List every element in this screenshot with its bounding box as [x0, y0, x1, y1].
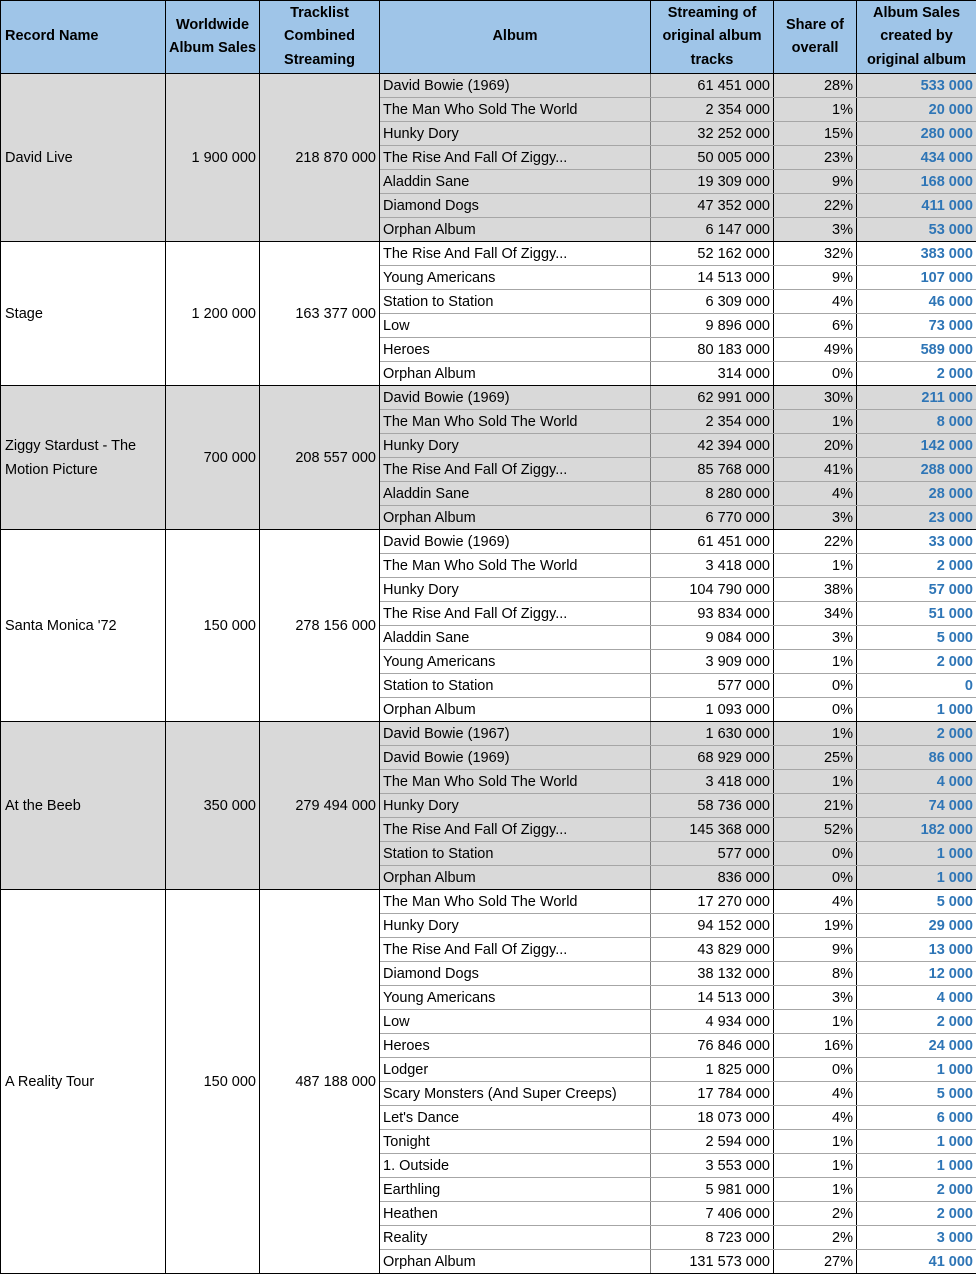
share-cell: 4% [774, 1082, 857, 1106]
record-name-cell: Stage [1, 242, 166, 386]
album-cell: Orphan Album [380, 362, 651, 386]
album-sales-cell: 280 000 [857, 122, 976, 146]
album-streaming-cell: 19 309 000 [651, 170, 774, 194]
album-streaming-cell: 2 354 000 [651, 410, 774, 434]
album-sales-cell: 73 000 [857, 314, 976, 338]
album-cell: The Rise And Fall Of Ziggy... [380, 602, 651, 626]
album-sales-cell: 168 000 [857, 170, 976, 194]
album-sales-cell: 2 000 [857, 650, 976, 674]
album-streaming-cell: 1 093 000 [651, 698, 774, 722]
tracklist-streaming-cell: 218 870 000 [260, 74, 380, 242]
share-cell: 1% [774, 1178, 857, 1202]
album-streaming-cell: 9 084 000 [651, 626, 774, 650]
album-cell: The Rise And Fall Of Ziggy... [380, 938, 651, 962]
share-cell: 0% [774, 674, 857, 698]
album-sales-cell: 5 000 [857, 1082, 976, 1106]
album-streaming-cell: 76 846 000 [651, 1034, 774, 1058]
album-cell: Earthling [380, 1178, 651, 1202]
table-row [1, 722, 976, 746]
share-cell: 1% [774, 722, 857, 746]
album-streaming-cell: 14 513 000 [651, 266, 774, 290]
album-cell: Station to Station [380, 674, 651, 698]
album-sales-cell: 23 000 [857, 506, 976, 530]
header-album-sales: Album Sales created by original album [857, 1, 976, 74]
album-streaming-cell: 6 147 000 [651, 218, 774, 242]
album-streaming-cell: 577 000 [651, 842, 774, 866]
header-record-name: Record Name [1, 1, 166, 74]
album-cell: 1. Outside [380, 1154, 651, 1178]
album-sales-cell: 142 000 [857, 434, 976, 458]
share-cell: 0% [774, 698, 857, 722]
album-cell: The Rise And Fall Of Ziggy... [380, 818, 651, 842]
share-cell: 8% [774, 962, 857, 986]
album-sales-cell: 1 000 [857, 1154, 976, 1178]
album-cell: Hunky Dory [380, 578, 651, 602]
album-cell: The Rise And Fall Of Ziggy... [380, 242, 651, 266]
album-streaming-cell: 8 723 000 [651, 1226, 774, 1250]
share-cell: 3% [774, 218, 857, 242]
album-streaming-cell: 145 368 000 [651, 818, 774, 842]
album-cell: Young Americans [380, 266, 651, 290]
album-cell: The Man Who Sold The World [380, 770, 651, 794]
album-cell: Hunky Dory [380, 794, 651, 818]
album-sales-cell: 288 000 [857, 458, 976, 482]
share-cell: 1% [774, 554, 857, 578]
share-cell: 3% [774, 626, 857, 650]
tracklist-streaming-cell: 163 377 000 [260, 242, 380, 386]
album-streaming-cell: 94 152 000 [651, 914, 774, 938]
share-cell: 2% [774, 1202, 857, 1226]
album-sales-cell: 434 000 [857, 146, 976, 170]
album-streaming-cell: 6 770 000 [651, 506, 774, 530]
album-cell: David Bowie (1967) [380, 722, 651, 746]
share-cell: 52% [774, 818, 857, 842]
tracklist-streaming-cell: 487 188 000 [260, 890, 380, 1274]
share-cell: 6% [774, 314, 857, 338]
album-sales-cell: 1 000 [857, 1130, 976, 1154]
album-sales-cell: 0 [857, 674, 976, 698]
album-sales-cell: 383 000 [857, 242, 976, 266]
share-cell: 22% [774, 194, 857, 218]
share-cell: 0% [774, 362, 857, 386]
album-streaming-cell: 32 252 000 [651, 122, 774, 146]
share-cell: 0% [774, 842, 857, 866]
album-cell: Aladdin Sane [380, 626, 651, 650]
album-sales-cell: 33 000 [857, 530, 976, 554]
share-cell: 49% [774, 338, 857, 362]
album-sales-cell: 53 000 [857, 218, 976, 242]
album-sales-cell: 1 000 [857, 842, 976, 866]
table-row [1, 242, 976, 266]
album-cell: The Man Who Sold The World [380, 410, 651, 434]
share-cell: 0% [774, 1058, 857, 1082]
album-streaming-cell: 6 309 000 [651, 290, 774, 314]
share-cell: 20% [774, 434, 857, 458]
share-cell: 1% [774, 1130, 857, 1154]
header-album: Album [380, 1, 651, 74]
album-sales-cell: 2 000 [857, 722, 976, 746]
share-cell: 3% [774, 506, 857, 530]
tracklist-streaming-cell: 278 156 000 [260, 530, 380, 722]
album-sales-cell: 2 000 [857, 1178, 976, 1202]
album-streaming-cell: 62 991 000 [651, 386, 774, 410]
album-sales-cell: 2 000 [857, 554, 976, 578]
worldwide-sales-cell: 350 000 [166, 722, 260, 890]
album-cell: The Rise And Fall Of Ziggy... [380, 458, 651, 482]
share-cell: 41% [774, 458, 857, 482]
share-cell: 22% [774, 530, 857, 554]
album-cell: Orphan Album [380, 698, 651, 722]
share-cell: 34% [774, 602, 857, 626]
album-streaming-cell: 93 834 000 [651, 602, 774, 626]
album-cell: Heroes [380, 1034, 651, 1058]
album-sales-cell: 4 000 [857, 986, 976, 1010]
share-cell: 4% [774, 1106, 857, 1130]
album-streaming-cell: 836 000 [651, 866, 774, 890]
share-cell: 1% [774, 98, 857, 122]
album-streaming-cell: 18 073 000 [651, 1106, 774, 1130]
table-row [1, 530, 976, 554]
album-sales-cell: 41 000 [857, 1250, 976, 1274]
album-cell: Orphan Album [380, 1250, 651, 1274]
album-sales-cell: 2 000 [857, 362, 976, 386]
album-streaming-cell: 5 981 000 [651, 1178, 774, 1202]
share-cell: 9% [774, 266, 857, 290]
album-sales-cell: 1 000 [857, 698, 976, 722]
record-group [1, 530, 976, 722]
album-sales-cell: 20 000 [857, 98, 976, 122]
album-cell: Station to Station [380, 842, 651, 866]
album-streaming-cell: 17 784 000 [651, 1082, 774, 1106]
album-streaming-cell: 1 825 000 [651, 1058, 774, 1082]
album-cell: David Bowie (1969) [380, 74, 651, 98]
share-cell: 3% [774, 986, 857, 1010]
worldwide-sales-cell: 150 000 [166, 530, 260, 722]
header-worldwide-sales: Worldwide Album Sales [166, 1, 260, 74]
album-sales-cell: 1 000 [857, 866, 976, 890]
album-cell: Heathen [380, 1202, 651, 1226]
album-cell: Station to Station [380, 290, 651, 314]
record-name-cell: Santa Monica '72 [1, 530, 166, 722]
worldwide-sales-cell: 1 200 000 [166, 242, 260, 386]
album-streaming-cell: 14 513 000 [651, 986, 774, 1010]
album-streaming-cell: 47 352 000 [651, 194, 774, 218]
album-streaming-cell: 43 829 000 [651, 938, 774, 962]
album-sales-cell: 2 000 [857, 1010, 976, 1034]
album-streaming-cell: 68 929 000 [651, 746, 774, 770]
album-sales-cell: 1 000 [857, 1058, 976, 1082]
header-share: Share of overall [774, 1, 857, 74]
table-header [1, 1, 976, 74]
record-group [1, 722, 976, 890]
album-cell: Diamond Dogs [380, 194, 651, 218]
album-streaming-cell: 314 000 [651, 362, 774, 386]
album-sales-cell: 12 000 [857, 962, 976, 986]
album-streaming-cell: 1 630 000 [651, 722, 774, 746]
album-streaming-cell: 80 183 000 [651, 338, 774, 362]
table-row [1, 890, 976, 914]
share-cell: 9% [774, 938, 857, 962]
share-cell: 21% [774, 794, 857, 818]
album-cell: Orphan Album [380, 866, 651, 890]
share-cell: 16% [774, 1034, 857, 1058]
album-sales-cell: 211 000 [857, 386, 976, 410]
album-cell: David Bowie (1969) [380, 386, 651, 410]
album-sales-cell: 24 000 [857, 1034, 976, 1058]
album-streaming-cell: 52 162 000 [651, 242, 774, 266]
table-row [1, 386, 976, 410]
album-cell: Young Americans [380, 650, 651, 674]
album-streaming-cell: 3 418 000 [651, 554, 774, 578]
header-album-streaming: Streaming of original album tracks [651, 1, 774, 74]
album-streaming-cell: 7 406 000 [651, 1202, 774, 1226]
record-name-cell: At the Beeb [1, 722, 166, 890]
share-cell: 2% [774, 1226, 857, 1250]
album-sales-cell: 2 000 [857, 1202, 976, 1226]
record-name-cell: David Live [1, 74, 166, 242]
album-streaming-cell: 50 005 000 [651, 146, 774, 170]
album-sales-cell: 533 000 [857, 74, 976, 98]
album-streaming-cell: 2 354 000 [651, 98, 774, 122]
share-cell: 0% [774, 866, 857, 890]
tracklist-streaming-cell: 208 557 000 [260, 386, 380, 530]
album-cell: David Bowie (1969) [380, 530, 651, 554]
share-cell: 4% [774, 482, 857, 506]
record-group [1, 890, 976, 1274]
header-tracklist-streaming: Tracklist Combined Streaming [260, 1, 380, 74]
share-cell: 1% [774, 1010, 857, 1034]
album-sales-cell: 13 000 [857, 938, 976, 962]
share-cell: 27% [774, 1250, 857, 1274]
worldwide-sales-cell: 150 000 [166, 890, 260, 1274]
share-cell: 1% [774, 770, 857, 794]
album-streaming-cell: 61 451 000 [651, 530, 774, 554]
album-streaming-cell: 131 573 000 [651, 1250, 774, 1274]
album-cell: Aladdin Sane [380, 170, 651, 194]
album-sales-cell: 28 000 [857, 482, 976, 506]
album-cell: Reality [380, 1226, 651, 1250]
album-sales-cell: 8 000 [857, 410, 976, 434]
album-cell: Lodger [380, 1058, 651, 1082]
album-sales-cell: 589 000 [857, 338, 976, 362]
album-cell: The Man Who Sold The World [380, 98, 651, 122]
share-cell: 1% [774, 650, 857, 674]
album-cell: Orphan Album [380, 506, 651, 530]
header-row [1, 1, 976, 74]
record-name-cell: Ziggy Stardust - The Motion Picture [1, 386, 166, 530]
album-streaming-cell: 4 934 000 [651, 1010, 774, 1034]
album-streaming-cell: 17 270 000 [651, 890, 774, 914]
album-streaming-cell: 61 451 000 [651, 74, 774, 98]
album-streaming-cell: 2 594 000 [651, 1130, 774, 1154]
album-streaming-cell: 104 790 000 [651, 578, 774, 602]
worldwide-sales-cell: 1 900 000 [166, 74, 260, 242]
share-cell: 23% [774, 146, 857, 170]
album-cell: Heroes [380, 338, 651, 362]
album-sales-cell: 6 000 [857, 1106, 976, 1130]
album-sales-cell: 5 000 [857, 890, 976, 914]
album-sales-cell: 182 000 [857, 818, 976, 842]
album-sales-cell: 86 000 [857, 746, 976, 770]
share-cell: 9% [774, 170, 857, 194]
album-streaming-cell: 8 280 000 [651, 482, 774, 506]
album-streaming-cell: 58 736 000 [651, 794, 774, 818]
album-cell: Diamond Dogs [380, 962, 651, 986]
album-cell: Hunky Dory [380, 434, 651, 458]
worldwide-sales-cell: 700 000 [166, 386, 260, 530]
record-group [1, 242, 976, 386]
album-streaming-cell: 9 896 000 [651, 314, 774, 338]
album-sales-cell: 107 000 [857, 266, 976, 290]
album-cell: Scary Monsters (And Super Creeps) [380, 1082, 651, 1106]
album-cell: David Bowie (1969) [380, 746, 651, 770]
album-cell: Hunky Dory [380, 122, 651, 146]
album-sales-cell: 57 000 [857, 578, 976, 602]
album-cell: Let's Dance [380, 1106, 651, 1130]
album-streaming-cell: 85 768 000 [651, 458, 774, 482]
share-cell: 30% [774, 386, 857, 410]
album-streaming-cell: 577 000 [651, 674, 774, 698]
album-streaming-cell: 3 553 000 [651, 1154, 774, 1178]
album-sales-cell: 4 000 [857, 770, 976, 794]
album-sales-cell: 411 000 [857, 194, 976, 218]
record-group [1, 386, 976, 530]
share-cell: 1% [774, 1154, 857, 1178]
tracklist-streaming-cell: 279 494 000 [260, 722, 380, 890]
album-cell: Aladdin Sane [380, 482, 651, 506]
album-sales-cell: 29 000 [857, 914, 976, 938]
share-cell: 1% [774, 410, 857, 434]
share-cell: 28% [774, 74, 857, 98]
record-name-cell: A Reality Tour [1, 890, 166, 1274]
share-cell: 25% [774, 746, 857, 770]
album-cell: The Man Who Sold The World [380, 554, 651, 578]
album-sales-cell: 5 000 [857, 626, 976, 650]
album-streaming-cell: 38 132 000 [651, 962, 774, 986]
album-streaming-cell: 3 909 000 [651, 650, 774, 674]
album-cell: The Rise And Fall Of Ziggy... [380, 146, 651, 170]
album-cell: Tonight [380, 1130, 651, 1154]
album-cell: Young Americans [380, 986, 651, 1010]
table-row [1, 74, 976, 98]
album-streaming-cell: 3 418 000 [651, 770, 774, 794]
album-sales-cell: 3 000 [857, 1226, 976, 1250]
album-cell: Low [380, 1010, 651, 1034]
album-sales-cell: 46 000 [857, 290, 976, 314]
album-cell: Orphan Album [380, 218, 651, 242]
album-sales-cell: 51 000 [857, 602, 976, 626]
album-sales-cell: 74 000 [857, 794, 976, 818]
record-group [1, 74, 976, 242]
share-cell: 32% [774, 242, 857, 266]
share-cell: 15% [774, 122, 857, 146]
album-cell: Hunky Dory [380, 914, 651, 938]
album-cell: Low [380, 314, 651, 338]
share-cell: 4% [774, 290, 857, 314]
album-cell: The Man Who Sold The World [380, 890, 651, 914]
share-cell: 4% [774, 890, 857, 914]
album-streaming-cell: 42 394 000 [651, 434, 774, 458]
share-cell: 38% [774, 578, 857, 602]
share-cell: 19% [774, 914, 857, 938]
